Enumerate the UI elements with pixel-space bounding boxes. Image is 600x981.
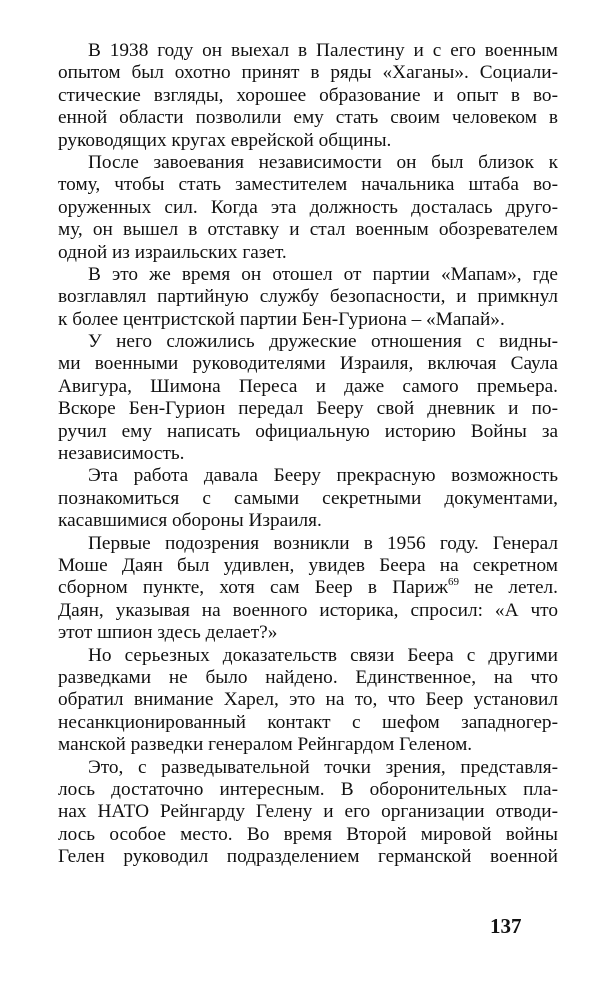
text-line: ми военными руководителями Израиля, включая Саула [58,353,558,375]
text-line: независимость. [58,443,185,465]
text-line [58,577,558,599]
text-line: разведками не было найдено. Единственное, на что [58,666,558,688]
paragraph [58,264,558,331]
text-line: В 1938 году он выехал в Палестину и с его военным [88,40,558,61]
text-line: После завоевания независимости он был близок к [88,151,558,173]
text-line: Первые подозрения возникли в 1956 году. Генерал [88,532,558,554]
text-line: этот шпион здесь делает?» [58,622,278,644]
text-line: стические взгляды, хорошее образование и опыт в во- [58,84,558,106]
text-line: В это же время он отошел от партии «Мапам», где [88,263,558,285]
text-line: к более центристской партии Бен-Гуриона – «Мапай». [58,308,505,330]
text-line: Моше Даян был удивлен, увидев Беера на секретном [58,554,558,576]
text-line: Даян, указывая на военного историка, спросил: «А что [58,599,558,621]
text-line: манской разведки генералом Рейнгардом Геленом. [58,734,473,756]
text-segment: сборном пункте, хотя сам Беер в Париж [58,577,448,599]
text-line: познакомиться с самыми секретными документами, [58,487,558,509]
paragraph [58,331,558,465]
text-line: несанкционированный контакт с шефом западногер- [58,711,558,733]
text-line: У него сложились дружеские отношения с видны- [88,331,558,353]
text-line: руководящих кругах еврейской общины. [58,129,392,151]
text-line: тому, чтобы стать заместителем начальника штаба во- [58,174,558,196]
text-line: оруженных сил. Когда эта должность досталась друго- [58,196,558,218]
text-line: му, он вышел в отставку и стал военным обозревателем [58,219,558,241]
paragraph [58,645,558,757]
text-segment: не летел. [459,577,558,599]
text-line: Но серьезных доказательств связи Беера с другими [88,644,558,666]
text-line: нах НАТО Рейнгарду Гелену и его организации отводи- [58,801,558,823]
page-number: 137 [490,914,522,938]
text-line: Авигура, Шимона Переса и даже самого премьера. [58,375,558,397]
paragraph [58,40,558,152]
paragraph [58,465,558,532]
paragraph [58,152,558,264]
text-line: опытом был охотно принят в ряды «Хаганы». Социали- [58,62,558,84]
text-line: енной области позволили ему стать своим человеком в [58,107,558,129]
text-line: возглавлял партийную службу безопасности, и примкнул [58,286,558,308]
text-line: Эта работа давала Бееру прекрасную возможность [88,465,558,487]
text-line: ручил ему написать официальную историю Войны за [58,420,558,442]
paragraph [58,757,558,869]
text-line: Вскоре Бен-Гурион передал Бееру свой дневник и по- [58,398,558,420]
text-line: лось достаточно интересным. В оборонительных пла- [58,778,558,800]
book-page-text [58,40,558,868]
text-line: одной из израильских газет. [58,241,287,263]
text-line: Это, с разведывательной точки зрения, представля- [88,756,558,778]
paragraph [58,533,558,645]
footnote-reference[interactable]: 69 [448,576,459,589]
text-line: касавшимися обороны Израиля. [58,510,322,532]
text-line: лось особое место. Во время Второй мировой войны [58,823,558,845]
text-line: обратил внимание Харел, это на то, что Беер установил [58,689,558,711]
text-line: Гелен руководил подразделением германской военной [58,846,558,868]
